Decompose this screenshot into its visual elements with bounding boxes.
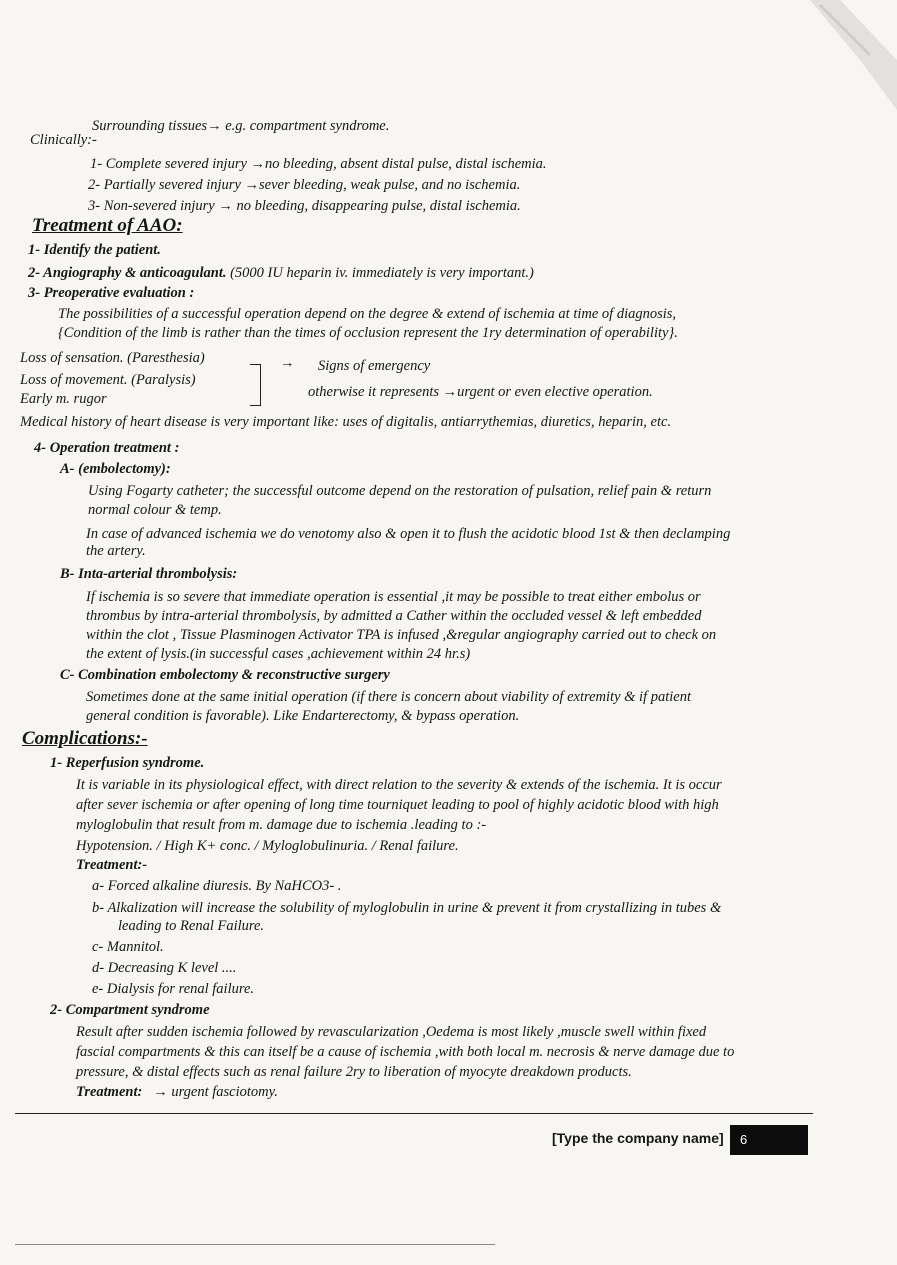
sign-paralysis: Loss of movement. (Paralysis)	[20, 372, 196, 388]
treatment-item-b-cont: leading to Renal Failure.	[118, 918, 265, 934]
reperfusion-effects: Hypotension. / High K+ conc. / Myloglobulinuria. / Renal failure.	[76, 838, 459, 854]
thrombolysis-text-1: If ischemia is so severe that immediate operation is essential ,it may be possible to treat either embolus or	[86, 589, 701, 605]
compartment-treatment-text: → urgent fasciotomy.	[153, 1084, 278, 1100]
embolectomy-text-3: In case of advanced ischemia we do venotomy also & open it to flush the acidotic blood 1st & then declamping	[86, 526, 731, 542]
emergency-arrow: →	[280, 355, 295, 371]
treatment-item-b: b- Alkalization will increase the solubility of myloglobulin in urine & prevent it from crystallizing in tubes &	[92, 900, 722, 916]
medical-history-line: Medical history of heart disease is very important like: uses of digitalis, antiarrythemias, diuretics, heparin, etc.	[20, 414, 672, 430]
reperfusion-treatment-label: Treatment:-	[76, 857, 148, 873]
otherwise-line: otherwise it represents →urgent or even elective operation.	[308, 384, 653, 400]
clinical-item-3: 3- Non-severed injury → no bleeding, disappearing pulse, distal ischemia.	[88, 198, 521, 214]
thrombolysis-text-4: the extent of lysis.(in successful cases ,achievement within 24 hr.s)	[86, 646, 471, 662]
step-2-text: (5000 IU heparin iv. immediately is very important.)	[226, 265, 534, 281]
reperfusion-text-1: It is variable in its physiological effect, with direct relation to the severity & extends of the ischemia. It is occur	[76, 777, 722, 793]
embolectomy-text-2: normal colour & temp.	[88, 502, 222, 518]
reperfusion-text-2: after sever ischemia or after opening of long time tourniquet leading to pool of highly acidotic blood with high	[76, 797, 719, 813]
condition-line: {Condition of the limb is rather than the times of occlusion represent the 1ry determination of operability}.	[58, 325, 678, 341]
treatment-item-c: c- Mannitol.	[92, 939, 164, 955]
clinically-label: Clinically:-	[30, 132, 97, 148]
treatment-step-4: 4- Operation treatment :	[34, 440, 180, 456]
thrombolysis-label: B- Inta-arterial thrombolysis:	[60, 566, 238, 582]
treatment-item-e: e- Dialysis for renal failure.	[92, 981, 255, 997]
scan-shadow	[800, 0, 897, 110]
treatment-item-a: a- Forced alkaline diuresis. By NaHCO3- .	[92, 878, 342, 894]
combination-label: C- Combination embolectomy & reconstructive surgery	[60, 667, 390, 683]
footer-company-name: [Type the company name]	[552, 1130, 724, 1146]
sign-paresthesia: Loss of sensation. (Paresthesia)	[20, 350, 205, 366]
step-2-label: 2- Angiography & anticoagulant.	[28, 265, 227, 281]
combination-text-2: general condition is favorable). Like Endarterectomy, & bypass operation.	[86, 708, 520, 724]
surrounding-line: Surrounding tissues→ e.g. compartment syndrome.	[92, 118, 390, 134]
compartment-label: 2- Compartment syndrome	[50, 1002, 210, 1018]
embolectomy-text-4: the artery.	[86, 543, 146, 559]
compartment-treatment	[76, 1084, 278, 1101]
compartment-text-3: pressure, & distal effects such as renal failure 2ry to liberation of myocyte dreakdown products.	[76, 1064, 632, 1080]
compartment-treatment-label: Treatment:	[76, 1084, 143, 1100]
reperfusion-text-3: myloglobulin that result from m. damage due to ischemia .leading to :-	[76, 817, 487, 833]
treatment-heading: Treatment of AAO:	[32, 215, 183, 236]
thrombolysis-text-2: thrombus by intra-arterial thrombolysis, by admitted a Cather within the occluded vessel & left embedded	[86, 608, 702, 624]
combination-text-1: Sometimes done at the same initial operation (if there is concern about viability of extremity & if patient	[86, 689, 691, 705]
sign-rugor: Early m. rugor	[20, 391, 107, 407]
signs-of-emergency: Signs of emergency	[318, 358, 431, 374]
footer-divider	[15, 1113, 813, 1114]
treatment-step-2	[28, 265, 534, 282]
signs-bracket	[250, 364, 261, 406]
embolectomy-text-1: Using Fogarty catheter; the successful outcome depend on the restoration of pulsation, relief pain & return	[88, 483, 712, 499]
compartment-text-1: Result after sudden ischemia followed by revascularization ,Oedema is most likely ,muscle swell within fixed	[76, 1024, 707, 1040]
treatment-step-1: 1- Identify the patient.	[28, 242, 161, 258]
thrombolysis-text-3: within the clot , Tissue Plasminogen Activator TPA is infused ,&regular angiography carried out to check on	[86, 627, 717, 643]
embolectomy-label: A- (embolectomy):	[60, 461, 171, 477]
clinical-item-1: 1- Complete severed injury →no bleeding, absent distal pulse, distal ischemia.	[90, 156, 547, 172]
treatment-step-3: 3- Preoperative evaluation :	[28, 285, 195, 301]
compartment-text-2: fascial compartments & this can itself be a cause of ischemia ,with both local m. necrosis & nerve damage due to	[76, 1044, 735, 1060]
complications-heading: Complications:-	[22, 728, 148, 749]
footer-page-number: 6	[730, 1125, 808, 1155]
treatment-item-d: d- Decreasing K level ....	[92, 960, 237, 976]
clinical-item-2: 2- Partially severed injury →sever bleeding, weak pulse, and no ischemia.	[88, 177, 521, 193]
reperfusion-label: 1- Reperfusion syndrome.	[50, 755, 205, 771]
possibilities-line: The possibilities of a successful operation depend on the degree & extend of ischemia at time of diagnosis,	[58, 306, 677, 322]
bottom-scan-line	[15, 1244, 495, 1245]
